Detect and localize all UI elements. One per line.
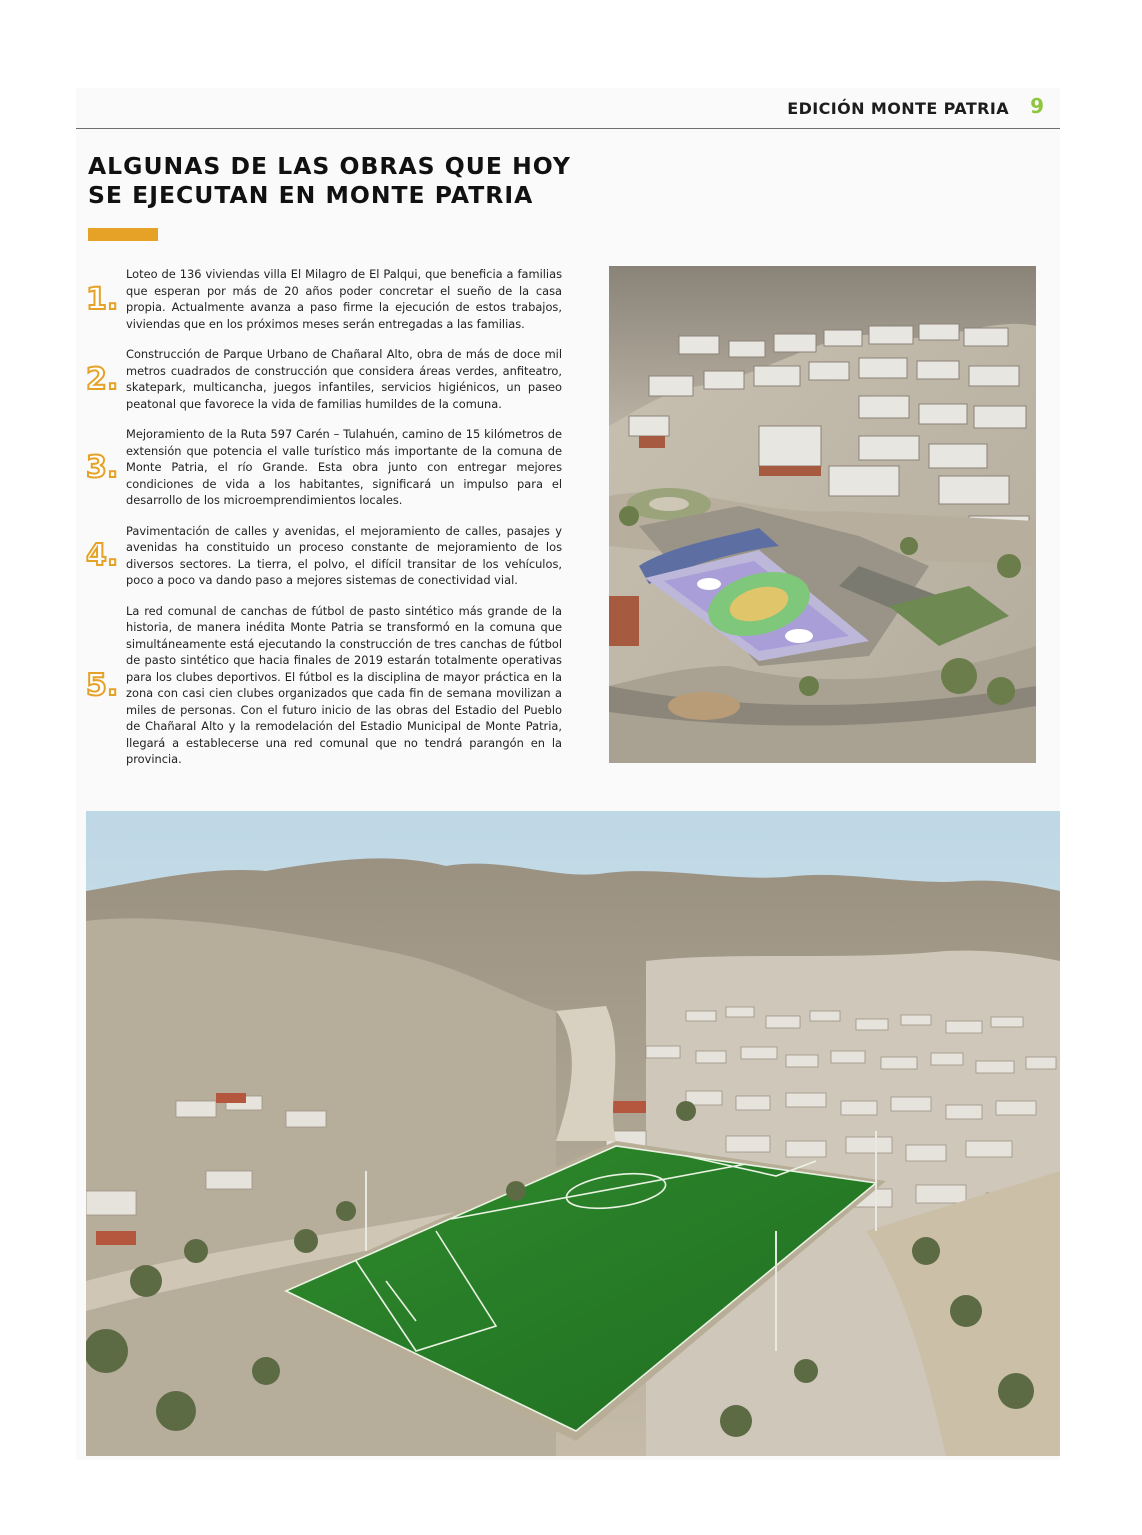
item-number: 2. xyxy=(86,361,119,397)
item-number: 3. xyxy=(86,449,119,485)
works-list xyxy=(86,266,562,782)
page-header xyxy=(76,92,1060,129)
item-text: Pavimentación de calles y avenidas, el mejoramiento de calles, pasajes y avenidas ha constituido un proceso constante de mejoramiento de los diversos sectores. La tierra, el polvo, el difícil transitar de los vehículos, poco a poco va dando paso a mejores sistemas de conectividad vial. xyxy=(126,523,562,587)
item-number: 4. xyxy=(86,538,119,573)
item-number: 5. xyxy=(86,667,119,703)
list-item xyxy=(86,603,562,768)
list-item xyxy=(86,426,562,509)
headline-line-2: SE EJECUTAN EN MONTE PATRIA xyxy=(88,181,534,209)
headline-accent-bar xyxy=(88,228,158,241)
park-aerial-photo xyxy=(609,266,1036,763)
item-text: Loteo de 136 viviendas villa El Milagro de El Palqui, que beneficia a familias que esperan por más de 20 años poder concretar el sueño de la casa propia. Actualmente avanza a paso firme la ejecución de estos trabajos, viviendas que en los próximos meses serán entregadas a las familias. xyxy=(126,267,562,331)
item-text: Mejoramiento de la Ruta 597 Carén – Tulahuén, camino de 15 kilómetros de extensión que potencia el valle turístico más importante de la comuna de Monte Patria, el río Grande. Esta obra junto con entregar mejores condiciones de vida a los habitantes, significará un impulso para el desarrollo de los microemprendimientos locales. xyxy=(126,427,562,507)
list-item xyxy=(86,346,562,412)
item-text: Construcción de Parque Urbano de Chañaral Alto, obra de más de doce mil metros cuadrados de construcción que considera áreas verdes, anfiteatro, skatepark, multicancha, juegos infantiles, servicios higiénicos, un paseo peatonal que favorece la vida de familias humildes de la comuna. xyxy=(126,347,562,411)
football-field-aerial-photo xyxy=(86,811,1060,1456)
item-text: La red comunal de canchas de fútbol de pasto sintético más grande de la historia, de manera inédita Monte Patria se transformó en la comuna que simultáneamente está ejecutando la construcción de tres canchas de fútbol de pasto sintético que hacia finales de 2019 estarán totalmente operativas para los clubes deportivos. El fútbol es la disciplina de mayor práctica en la zona con casi cien clubes organizados que cada fin de semana movilizan a miles de personas. Con el futuro inicio de las obras del Estadio del Pueblo de Chañaral Alto y la remodelación del Estadio Municipal de Monte Patria, llegará a establecerse una red comunal que no tendrá parangón en la provincia. xyxy=(126,603,562,766)
headline-line-1: ALGUNAS DE LAS OBRAS QUE HOY xyxy=(88,152,571,180)
page-number: 9 xyxy=(1030,94,1044,118)
list-item xyxy=(86,523,562,589)
list-item xyxy=(86,266,562,332)
item-number: 1. xyxy=(86,281,119,317)
article-headline xyxy=(88,152,571,210)
edition-label: EDICIÓN MONTE PATRIA xyxy=(787,99,1009,118)
